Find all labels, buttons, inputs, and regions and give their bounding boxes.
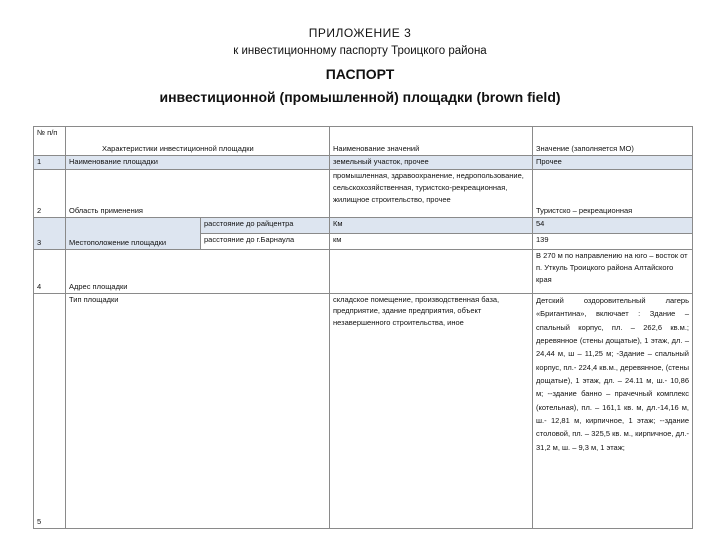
row1-value-name: земельный участок, прочее bbox=[330, 156, 533, 170]
row4-value: В 270 м по направлению на юго – восток от п. Уткуль Троицкого района Алтайского края bbox=[533, 250, 693, 294]
table-header-row bbox=[34, 127, 693, 156]
row3-sub2-value: 139 bbox=[533, 234, 693, 250]
header-num: № п/п bbox=[34, 127, 66, 156]
row5-value: Детский оздоровительный лагерь «Бригантина», включает : Здание – спальный корпус, пл. – 262,6 кв.м.; деревянное (стены дощатые), 1 этаж, дл. – 24,44 м, ш – 11,25 м; -Здание – спальный корпус, пл.- 224,4 кв.м., деревянное, (стены дощатые), 1 этаж, дл. – 24.11 м, ш.- 10,86 м; --здание банно – прачечный комплекс (котельная), пл. – 161,1 кв. м, дл.-14,16 м, ш.- 12,81 м, кирпичное, 1 этаж; --здание столовой, пл. – 325,5 кв. м., кирпичное, дл.- 31,2 м, ш. – 9,3 м, 1 этаж; bbox=[533, 294, 693, 529]
header-value-name: Наименование значений bbox=[330, 127, 533, 156]
row5-label: Тип площадки bbox=[66, 294, 330, 529]
row2-num: 2 bbox=[34, 170, 66, 218]
row3-sub2-unit: км bbox=[330, 234, 533, 250]
table-row-5 bbox=[34, 294, 693, 529]
table-row-4 bbox=[34, 250, 693, 294]
row2-value: Туристско – рекреационная bbox=[533, 170, 693, 218]
row3-label: Местоположение площадки bbox=[66, 218, 201, 250]
row1-num: 1 bbox=[34, 156, 66, 170]
table-row-1 bbox=[34, 156, 693, 170]
row1-value: Прочее bbox=[533, 156, 693, 170]
passport-table bbox=[33, 126, 693, 529]
passport-subtitle: инвестиционной (промышленной) площадки (brown field) bbox=[159, 89, 561, 105]
row3-sub1-unit: Км bbox=[330, 218, 533, 234]
row2-label: Область применения bbox=[66, 170, 330, 218]
appendix-label: ПРИЛОЖЕНИЕ 3 bbox=[308, 26, 412, 40]
row4-num: 4 bbox=[34, 250, 66, 294]
header-characteristic: Характеристики инвестиционной площадки bbox=[66, 127, 330, 156]
appendix-subtitle: к инвестиционному паспорту Троицкого района bbox=[233, 45, 487, 57]
row2-value-name: промышленная, здравоохранение, недропользование, сельскохозяйственная, туристско-рекреационная, жилищное строительство, прочее bbox=[330, 170, 533, 218]
header-value: Значение (заполняется МО) bbox=[533, 127, 693, 156]
row3-sub1-label: расстояние до райцентра bbox=[201, 218, 330, 234]
row4-label: Адрес площадки bbox=[66, 250, 330, 294]
row4-value-name bbox=[330, 250, 533, 294]
row5-num: 5 bbox=[34, 294, 66, 529]
row3-sub1-value: 54 bbox=[533, 218, 693, 234]
passport-title: ПАСПОРТ bbox=[325, 66, 395, 82]
row5-value-name: складское помещение, производственная база, предприятие, здание предприятия, объект незавершенного строительства, иное bbox=[330, 294, 533, 529]
row3-num: 3 bbox=[34, 218, 66, 250]
table-row-3a bbox=[34, 218, 693, 234]
row1-label: Наименование площадки bbox=[66, 156, 330, 170]
row3-sub2-label: расстояние до г.Барнаула bbox=[201, 234, 330, 250]
table-row-2 bbox=[34, 170, 693, 218]
